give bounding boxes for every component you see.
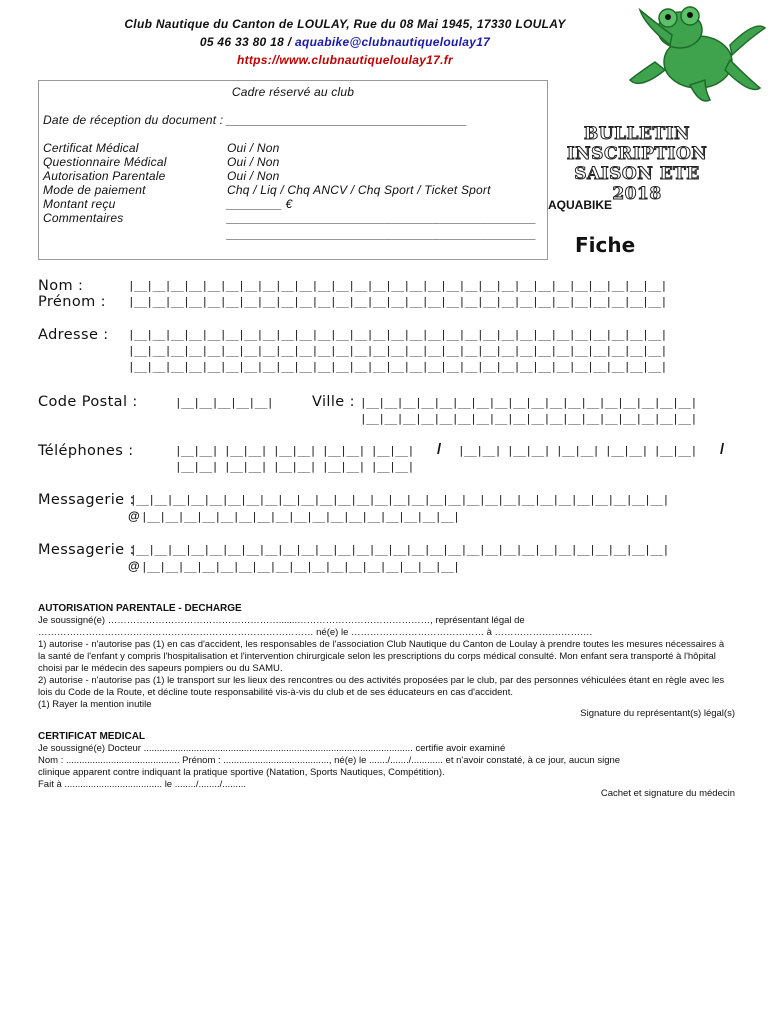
- certificat-line3: clinique apparent contre indiquant la pratique sportive (Natation, Sports Nautiques, Compétition).: [38, 767, 445, 778]
- adresse-label: Adresse :: [38, 327, 109, 343]
- telephones-label: Téléphones :: [38, 443, 134, 459]
- at-sign: @: [128, 509, 140, 523]
- doctor-signature-label: Cachet et signature du médecin: [600, 788, 735, 799]
- messagerie-label: Messagerie :: [38, 542, 135, 558]
- club-address: Club Nautique du Canton de LOULAY, Rue du 08 Mai 1945, 17330 LOULAY: [124, 17, 566, 31]
- messagerie-label: Messagerie :: [38, 492, 135, 508]
- club-contact: [60, 35, 630, 49]
- row-value: Chq / Liq / Chq ANCV / Chq Sport / Ticket Sport: [227, 183, 491, 197]
- row-label: Montant reçu: [43, 197, 116, 211]
- row-value[interactable]: ________ €: [227, 197, 293, 211]
- email-input-2[interactable]: |__|__|__|__|__|__|__|__|__|__|__|__|__|__|__|__|__|__|__|__|__|__|__|__|__|__|__|__|__|: [130, 543, 669, 556]
- row-label: Autorisation Parentale: [43, 169, 166, 183]
- fiche-label: Fiche: [575, 233, 636, 257]
- at-sign: @: [128, 559, 140, 573]
- club-email[interactable]: aquabike@clubnautiqueloulay17: [295, 35, 491, 49]
- club-box-title: Cadre réservé au club: [231, 85, 355, 99]
- adresse-input-3[interactable]: |__|__|__|__|__|__|__|__|__|__|__|__|__|__|__|__|__|__|__|__|__|__|__|__|__|__|__|__|__|: [128, 360, 667, 373]
- adresse-input-2[interactable]: |__|__|__|__|__|__|__|__|__|__|__|__|__|__|__|__|__|__|__|__|__|__|__|__|__|__|__|__|__|: [128, 344, 667, 357]
- prenom-input[interactable]: |__|__|__|__|__|__|__|__|__|__|__|__|__|__|__|__|__|__|__|__|__|__|__|__|__|__|__|__|__|: [128, 295, 667, 308]
- frog-logo-icon: [610, 0, 770, 110]
- club-phone: 05 46 33 80 18 /: [199, 35, 296, 49]
- telephone-input-3[interactable]: |__|__| |__|__| |__|__| |__|__| |__|__|: [175, 460, 414, 473]
- prenom-label: Prénom :: [38, 294, 106, 310]
- ville-input-1[interactable]: |__|__|__|__|__|__|__|__|__|__|__|__|__|__|__|__|__|__|: [360, 396, 697, 409]
- autorisation-line2[interactable]: …………………………………………………………………………… né(e) le …………………………………… à ………………………….: [38, 627, 593, 638]
- code-postal-label: Code Postal :: [38, 394, 138, 410]
- comment-line-2[interactable]: _____________________________________________: [227, 227, 537, 241]
- reception-date-field[interactable]: Date de réception du document : ___________________________________: [43, 113, 468, 127]
- row-label: Questionnaire Médical: [43, 155, 167, 169]
- phone-separator: /: [720, 441, 725, 458]
- certificat-line4[interactable]: Fait à ..................................... le ......../......../.........: [38, 779, 246, 790]
- telephone-input-1[interactable]: |__|__| |__|__| |__|__| |__|__| |__|__|: [175, 444, 414, 457]
- phone-separator: /: [437, 441, 442, 458]
- bulletin-title: [552, 124, 722, 204]
- row-label: Mode de paiement: [43, 183, 146, 197]
- adresse-input-1[interactable]: |__|__|__|__|__|__|__|__|__|__|__|__|__|__|__|__|__|__|__|__|__|__|__|__|__|__|__|__|__|: [128, 328, 667, 341]
- certificat-line2[interactable]: Nom : ........................................... Prénom : ........................................, né(e) le ......./......./............ et n'avoir constaté, à ce jour, aucun signe: [38, 755, 621, 766]
- email-domain-input-2[interactable]: |__|__|__|__|__|__|__|__|__|__|__|__|__|__|__|__|__|: [141, 560, 460, 573]
- title-line3: SAISON ETE 2018: [574, 164, 700, 204]
- ville-label: Ville :: [312, 394, 355, 410]
- autorisation-para1: 1) autorise - n'autorise pas (1) en cas d'accident, les responsables de l'association Club Nautique du Canton de Loulay à prendre toutes les mesures nécessaires à la santé de l'enfant y compris l'hospitalisation et l'intervention chirurgicale selon les prescriptions du corps médical consulté. Mon enfant sera transporté à l'hôpital choisi par le médecin des sapeurs pompiers ou du SAMU.: [38, 639, 725, 674]
- autorisation-line1[interactable]: Je soussigné(e) ……………………………………………….......……………………………………, représentant légal de: [38, 615, 525, 626]
- nom-input[interactable]: |__|__|__|__|__|__|__|__|__|__|__|__|__|__|__|__|__|__|__|__|__|__|__|__|__|__|__|__|__|: [128, 279, 667, 292]
- certificat-title: CERTIFICAT MEDICAL: [38, 731, 146, 742]
- telephone-input-2[interactable]: |__|__| |__|__| |__|__| |__|__| |__|__|: [458, 444, 697, 457]
- row-value: Oui / Non: [227, 141, 280, 155]
- row-value: Oui / Non: [227, 155, 280, 169]
- parent-signature-label: Signature du représentant(s) légal(s): [580, 708, 735, 719]
- title-line1: BULLETIN: [583, 124, 691, 144]
- code-postal-input[interactable]: |__|__|__|__|__|: [175, 396, 273, 409]
- ville-input-2[interactable]: |__|__|__|__|__|__|__|__|__|__|__|__|__|__|__|__|__|__|: [360, 412, 697, 425]
- club-reserved-box: [38, 80, 548, 260]
- title-line2: INSCRIPTION: [566, 144, 708, 164]
- row-value: Oui / Non: [227, 169, 280, 183]
- activity-label: AQUABIKE: [548, 198, 613, 212]
- autorisation-note: (1) Rayer la mention inutile: [38, 699, 152, 710]
- autorisation-para2: 2) autorise - n'autorise pas (1) le transport sur les lieux des rencontres ou des activités proposées par le club, par des personnes véhiculées étant en règle avec les lois du Code de la Route, et décline toute responsabilité vis-à-vis du club et de ses éducateurs en cas d'accident.: [38, 675, 725, 698]
- email-input-1[interactable]: |__|__|__|__|__|__|__|__|__|__|__|__|__|__|__|__|__|__|__|__|__|__|__|__|__|__|__|__|__|: [130, 493, 669, 506]
- nom-label: Nom :: [38, 278, 84, 294]
- email-domain-input-1[interactable]: |__|__|__|__|__|__|__|__|__|__|__|__|__|__|__|__|__|: [141, 510, 460, 523]
- row-label: Certificat Médical: [43, 141, 139, 155]
- autorisation-title: AUTORISATION PARENTALE - DECHARGE: [38, 603, 242, 614]
- row-label: Commentaires: [43, 211, 124, 225]
- certificat-line1[interactable]: Je soussigné(e) Docteur ...................................................................................................... certifie avoir examiné: [38, 743, 506, 754]
- row-value[interactable]: _____________________________________________: [227, 211, 537, 225]
- club-website[interactable]: https://www.clubnautiqueloulay17.fr: [236, 53, 454, 67]
